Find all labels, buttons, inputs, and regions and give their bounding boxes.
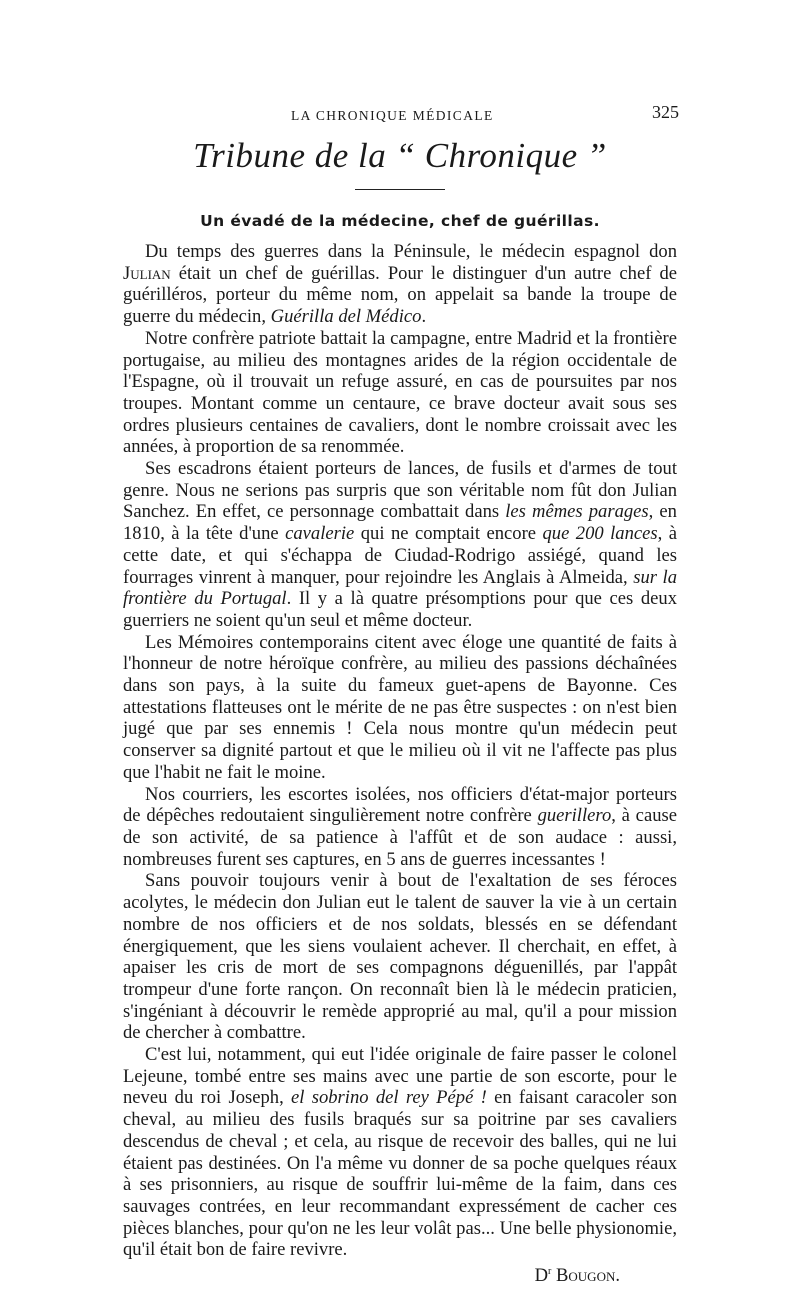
document-page (123, 100, 677, 1287)
running-head-title: LA CHRONIQUE MÉDICALE (291, 108, 494, 123)
paragraph-7: C'est lui, notamment, qui eut l'idée originale de faire passer le colonel Lejeune, tombé entre ses mains avec une partie de son escorte, pour le neveu du roi Joseph, el sobrino del rey Pépé ! en faisant caracoler son cheval, au milieu des fusils braqués sur sa poitrine par ses cavaliers descendus de cheval ; et cela, au risque de recevoir des balles, qui ne lui étaient pas destinées. On l'a même vu donner de sa poche quelques réaux à ses prisonniers, au risque de souffrir lui-même de la faim, dans ces sauvages contrées, en leur recommandant expressément de cacher ces pièces blanches, pour qu'on ne les leur volât pas... Une belle physionomie, qu'il était bon de faire revivre. (123, 1044, 677, 1261)
paragraph-3: Ses escadrons étaient porteurs de lances, de fusils et d'armes de tout genre. Nous ne serions pas surpris que son véritable nom fût don Julian Sanchez. En effet, ce personnage combattait dans les mêmes parages, en 1810, à la tête d'une cavalerie qui ne comptait encore que 200 lances, à cette date, et qui s'échappa de Ciudad-Rodrigo assiégé, quand les fourrages vinrent à manquer, pour rejoindre les Anglais à Almeida, sur la frontière du Portugal. Il y a là quatre présomptions pour que ces deux guerriers ne soient qu'un seul et même docteur. (123, 458, 677, 631)
paragraph-6: Sans pouvoir toujours venir à bout de l'exaltation de ses féroces acolytes, le médecin don Julian eut le talent de sauver la vie à un certain nombre de nos officiers et de nos soldats, blessés en se défendant énergiquement, que les siens voulaient achever. Il cherchait, en effet, à apaiser les cris de mort de ses compagnons déguenillés, par l'appât trompeur d'une forte rançon. On reconnaît bien là le médecin praticien, s'ingéniant à découvrir le remède approprié au mal, qu'il a pour mission de chercher à combattre. (123, 870, 677, 1044)
rubric-heading: Tribune de la “ Chronique ” (193, 136, 607, 175)
running-head (123, 100, 677, 124)
person-name: Julian (123, 262, 171, 284)
paragraph-5: Nos courriers, les escortes isolées, nos officiers d'état-major porteurs de dépêches redoutaient singulièrement notre confrère guerillero, à cause de son activité, de sa patience à l'affût et de son audace : aussi, nombreuses furent ses captures, en 5 ans de guerres incessantes ! (123, 783, 677, 870)
article-title: Un évadé de la médecine, chef de guérillas. (200, 212, 600, 230)
divider (355, 189, 445, 190)
paragraph-1: Du temps des guerres dans la Péninsule, le médecin espagnol don Julian était un chef de guérillas. Pour le distinguer d'un autre chef de guérilléros, porteur du même nom, on appelait sa bande la troupe de guerre du médecin, Guérilla del Médico. (123, 241, 677, 328)
paragraph-4: Les Mémoires contemporains citent avec éloge une quantité de faits à l'honneur de notre héroïque confrère, au milieu des passions déchaînées dans son pays, à la suite du fameux guet-apens de Bayonne. Ces attestations flatteuses ont le mérite de ne pas être suspectes : on n'est bien jugé que par ses ennemis ! Cela nous montre qu'un médecin peut conserver sa dignité partout et que le milieu où il vit ne l'affecte pas plus que l'habit ne fait le moine. (123, 631, 677, 783)
signature: $D^r$ Bougon. (534, 1265, 620, 1287)
paragraph-2: Notre confrère patriote battait la campagne, entre Madrid et la frontière portugaise, au milieu des montagnes arides de la région occidentale de l'Espagne, où il trouvait un refuge assuré, en cas de poursuites par nos troupes. Montant comme un centaure, ce brave docteur avait sous ses ordres plusieurs centaines de cavaliers, dont le nombre croissait avec les années, à proportion de sa renommée. (123, 327, 677, 458)
page-number: 325 (652, 102, 679, 122)
article-body (123, 241, 677, 1261)
